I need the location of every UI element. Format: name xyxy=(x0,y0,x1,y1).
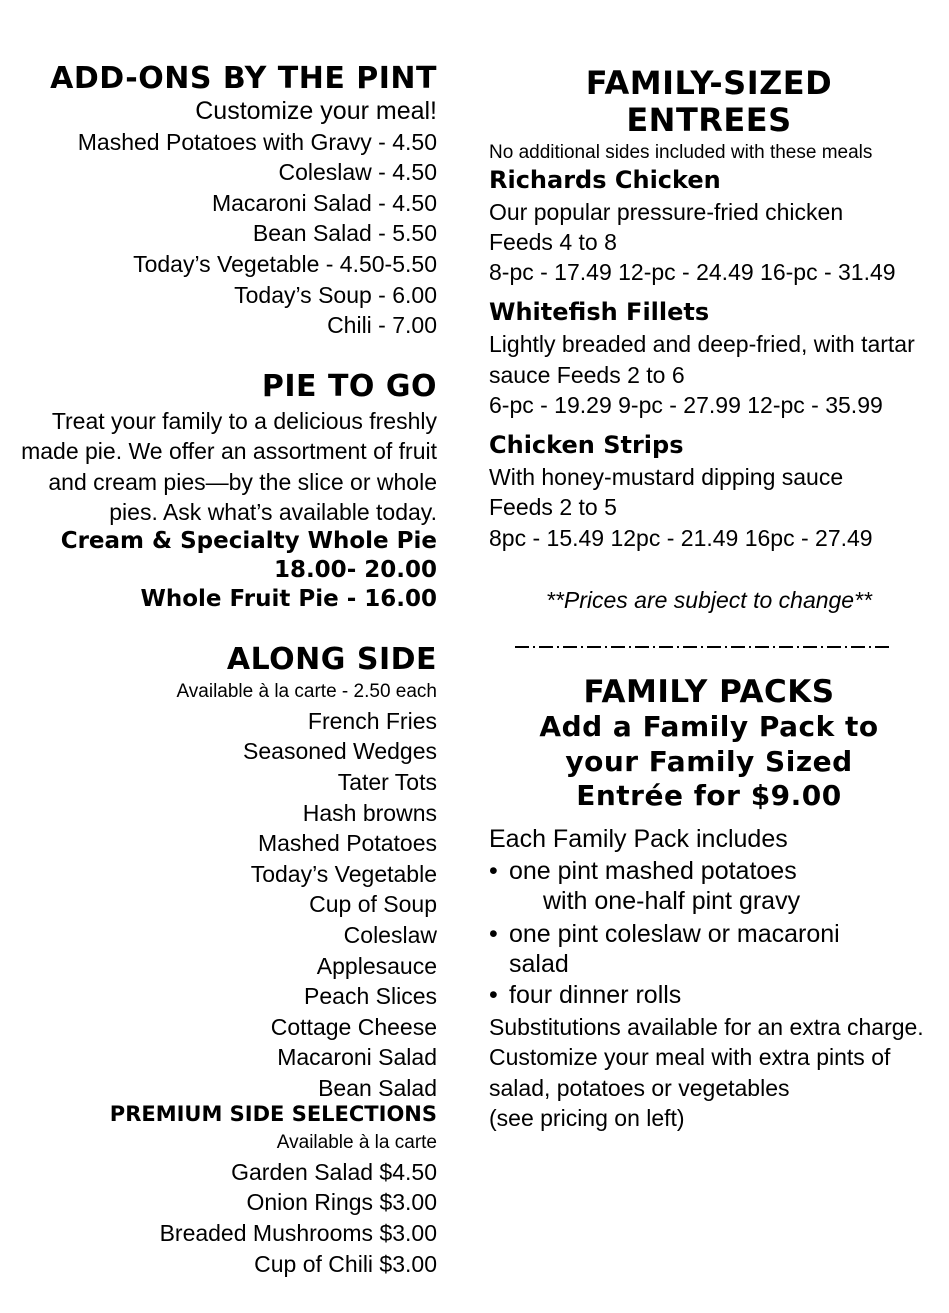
addon-item: Today’s Soup - 6.00 xyxy=(234,282,437,308)
pie-title: PIE TO GO xyxy=(261,369,437,404)
pie-description-line: and cream pies—by the slice or whole xyxy=(48,469,437,495)
addon-item: Mashed Potatoes with Gravy - 4.50 xyxy=(77,129,437,155)
family-packs-title: FAMILY PACKS xyxy=(583,674,835,710)
premium-item: Garden Salad $4.50 xyxy=(231,1159,437,1185)
section-divider xyxy=(515,646,889,648)
entree-line: sauce Feeds 2 to 6 xyxy=(489,362,685,388)
family-pack-bullet: • four dinner rolls xyxy=(489,981,682,1009)
price-disclaimer: **Prices are subject to change** xyxy=(545,587,873,613)
entree-name-richards-chicken: Richards Chicken xyxy=(489,166,721,194)
pie-description-line: made pie. We offer an assortment of fruit xyxy=(21,438,437,464)
family-packs-subtitle-line: Add a Family Pack to xyxy=(539,710,879,743)
family-pack-bullet-continuation: with one-half pint gravy xyxy=(543,887,801,915)
along-side-note: Available à la carte - 2.50 each xyxy=(176,681,437,702)
premium-title: PREMIUM SIDE SELECTIONS xyxy=(109,1102,437,1126)
premium-item: Breaded Mushrooms $3.00 xyxy=(159,1220,437,1246)
family-pack-note: Customize your meal with extra pints of xyxy=(489,1044,891,1070)
premium-item: Onion Rings $3.00 xyxy=(246,1189,437,1215)
side-item: Seasoned Wedges xyxy=(243,738,437,764)
family-pack-bullet-continuation: salad xyxy=(509,950,569,978)
entree-name-whitefish-fillets: Whitefish Fillets xyxy=(489,298,710,326)
premium-item: Cup of Chili $3.00 xyxy=(254,1251,437,1277)
entree-line: With honey-mustard dipping sauce xyxy=(489,464,844,490)
pie-description-line: pies. Ask what’s available today. xyxy=(109,499,437,525)
side-item: Hash browns xyxy=(302,800,437,826)
side-item: Macaroni Salad xyxy=(277,1044,437,1070)
side-item: Tater Tots xyxy=(337,769,437,795)
side-item: Today’s Vegetable xyxy=(250,861,437,887)
along-side-title: ALONG SIDE xyxy=(226,642,437,677)
entree-line: Feeds 4 to 8 xyxy=(489,229,617,255)
entrees-note: No additional sides included with these meals xyxy=(489,142,873,163)
side-item: Applesauce xyxy=(316,953,437,979)
addon-item: Chili - 7.00 xyxy=(327,312,437,338)
pie-specialty-price: 18.00- 20.00 xyxy=(273,557,437,583)
bullet-icon: • xyxy=(489,920,498,948)
side-item: Mashed Potatoes xyxy=(257,830,437,856)
addons-title: ADD-ONS BY THE PINT xyxy=(50,61,437,96)
family-packs-subtitle-line: Entrée for $9.00 xyxy=(576,779,842,812)
addon-item: Coleslaw - 4.50 xyxy=(278,159,437,185)
family-packs-subtitle-line: your Family Sized xyxy=(565,745,853,778)
pie-specialty-label: Cream & Specialty Whole Pie xyxy=(60,528,437,554)
side-item: Bean Salad xyxy=(318,1075,437,1101)
family-pack-note: salad, potatoes or vegetables xyxy=(489,1075,790,1101)
addon-item: Bean Salad - 5.50 xyxy=(252,220,437,246)
addon-item: Macaroni Salad - 4.50 xyxy=(211,190,437,216)
premium-note: Available à la carte xyxy=(276,1132,437,1153)
family-pack-bullet: • one pint coleslaw or macaroni xyxy=(489,920,840,948)
family-pack-includes: Each Family Pack includes xyxy=(489,825,788,853)
entree-line: Our popular pressure-fried chicken xyxy=(489,199,844,225)
entree-prices: 8pc - 15.49 12pc - 21.49 16pc - 27.49 xyxy=(489,525,873,551)
family-pack-note: (see pricing on left) xyxy=(489,1105,685,1131)
entree-prices: 6-pc - 19.29 9-pc - 27.99 12-pc - 35.99 xyxy=(489,392,883,418)
entree-name-chicken-strips: Chicken Strips xyxy=(489,431,684,459)
bullet-icon: • xyxy=(489,857,498,885)
side-item: Cottage Cheese xyxy=(270,1014,437,1040)
entree-line: Lightly breaded and deep-fried, with tartar xyxy=(489,331,915,357)
family-pack-note: Substitutions available for an extra charge. xyxy=(489,1014,924,1040)
entrees-title-line1: FAMILY-SIZED xyxy=(585,64,833,102)
side-item: Coleslaw xyxy=(343,922,437,948)
family-pack-bullet: • one pint mashed potatoes xyxy=(489,857,797,885)
addons-subtitle: Customize your meal! xyxy=(195,97,437,125)
pie-description-line: Treat your family to a delicious freshly xyxy=(51,408,437,434)
entree-line: Feeds 2 to 5 xyxy=(489,494,617,520)
pie-fruit: Whole Fruit Pie - 16.00 xyxy=(140,586,437,612)
side-item: Peach Slices xyxy=(304,983,437,1009)
addon-item: Today’s Vegetable - 4.50-5.50 xyxy=(133,251,437,277)
side-item: Cup of Soup xyxy=(309,891,437,917)
entrees-title-line2: ENTREES xyxy=(626,101,792,139)
bullet-icon: • xyxy=(489,981,498,1009)
entree-prices: 8-pc - 17.49 12-pc - 24.49 16-pc - 31.49 xyxy=(489,259,896,285)
side-item: French Fries xyxy=(307,708,437,734)
